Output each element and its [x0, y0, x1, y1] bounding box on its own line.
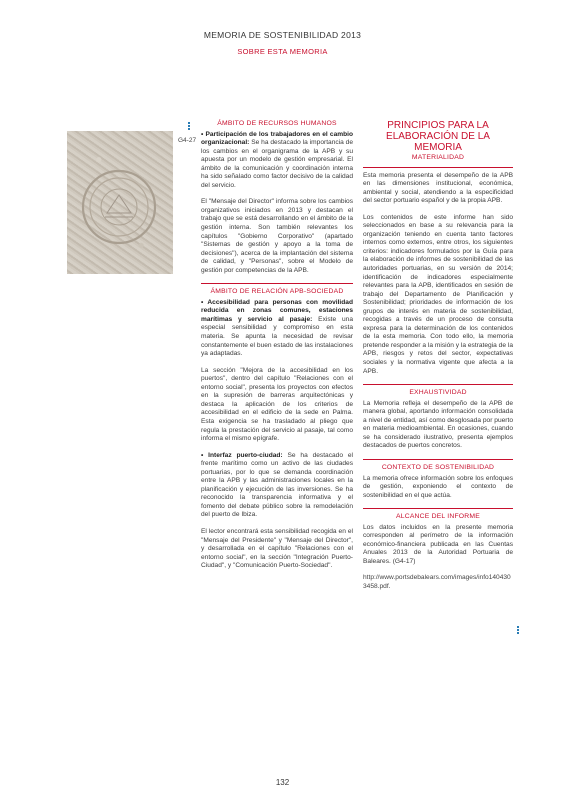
- paragraph: Esta memoria presenta el desempeño de la APB en las dimensiones institucional, económica, ambiental y social, atendiendo a la especificidad del sector portuario español y de la propia APB.: [363, 171, 513, 205]
- document-title: MEMORIA DE SOSTENIBILIDAD 2013: [203, 30, 362, 40]
- page-number: 132: [275, 778, 290, 787]
- gri-marker-icon: [517, 626, 522, 638]
- paragraph: El "Mensaje del Director" informa sobre los cambios organizativos iniciados en 2013 y destacan el trabajo que se está desarrollando en el ámbito de la gestión interna. Son también relevantes los capítulos "Gobierno Corporativo" (apartado "Sistemas de gestión y apoyo a la toma de decisiones"), acerca de la implantación del sistema de calidad, y "Personas", sobre el Modelo de gestión por competencias de la APB.: [201, 198, 353, 274]
- paragraph: [201, 131, 353, 191]
- subheading-materiality: MATERIALIDAD: [411, 154, 465, 161]
- paragraph: [201, 452, 353, 520]
- stone-seal-photo: [67, 131, 173, 274]
- divider: [363, 167, 513, 168]
- left-column: [201, 120, 353, 579]
- heading-apb-society: ÁMBITO DE RELACIÓN APB-SOCIEDAD: [210, 288, 344, 296]
- subheading-report-scope: ALCANCE DEL INFORME: [396, 513, 480, 521]
- subheading-exhaustiveness: EXHAUSTIVIDAD: [409, 389, 467, 397]
- bold-lead: • Interfaz puerto-ciudad:: [201, 451, 283, 459]
- principles-heading: PRINCIPIOS PARA LA ELABORACIÓN DE LA MEMORIA: [386, 120, 490, 153]
- divider: [363, 384, 513, 385]
- divider: [363, 459, 513, 460]
- right-column: [363, 120, 513, 600]
- paragraph: [201, 299, 353, 359]
- paragraph: Los contenidos de este informe han sido seleccionados en base a su relevancia para la organización teniendo en cuenta tanto factores internos como externos, entre otros, los siguientes criterios: indicadores formulados por la Guía para la elaboración de informes de sostenibilidad de las autoridades portuarias, en su versión de 2014; identificación de indicadores especialmente relevantes para la APB, identificados en sesión de trabajo del Departamento de Planificación y Sostenibilidad; prioridades de información de los grupos de interés en materia de sostenibilidad, recogidas a través de un proceso de consulta expresa para la determinación de los contenidos de la esta memoria. Con todo ello, la memoria pretende responder a la misión y la estrategia de la APB, riesgos y retos del sector, expectativas sociales y la normativa vigente que afecta a la APB.: [363, 213, 513, 375]
- bold-lead: • Accesibilidad para personas con movilidad reducida en zonas comunes, estaciones marítimas y servicio al pasaje:: [201, 298, 353, 323]
- paragraph: El lector encontrará esta sensibilidad recogida en el "Mensaje del Presidente" y "Mensaje del Director", y desarrollada en el capítulo "Relaciones con el entorno social", en la sección "Integración Puerto-Ciudad", y "Comunicación Puerto-Sociedad".: [201, 527, 353, 570]
- paragraph: La memoria ofrece información sobre los enfoques de gestión, exponiendo el contexto de sostenibilidad en el que actúa.: [363, 474, 513, 499]
- paragraph-text: Se ha destacado el frente marítimo como un activo de las ciudades portuarias, por lo que se demanda coordinación entre la APB y las administraciones locales en la planificación y ejecución de las inversiones. Se ha reconocido la transparencia informativa y el fomento del debate público sobre la remodelación del puerto de Ibiza.: [201, 451, 353, 519]
- report-link[interactable]: http://www.portsdebalears.com/images/info1404303458.pdf.: [363, 574, 511, 590]
- gri-marker-icon: [188, 122, 193, 134]
- paragraph-text: Se ha destacado la importancia de los cambios en el organigrama de la APB y su apuesta por un modelo de gestión empresarial. El ámbito de la comunicación y coordinación interna ha sido señalado como factor decisivo de la calidad del servicio.: [201, 139, 353, 189]
- divider: [201, 283, 353, 284]
- bold-lead: • Participación de los trabajadores en el cambio organizacional:: [201, 130, 353, 147]
- paragraph: La sección "Mejora de la accesibilidad en los puertos", dentro del capítulo "Relaciones con el entorno social", presenta los proyectos con efectos en la supresión de barreras arquitectónicas y destaca la aplicación de los criterios de accesibilidad en el edificio de la sede en Palma. Esta exigencia se ha trasladado al pliego que regula la prestación del servicio al pasaje, tal como informa el mismo epígrafe.: [201, 366, 353, 443]
- subheading-sustainability-context: CONTEXTO DE SOSTENIBILIDAD: [381, 463, 495, 471]
- paragraph: La Memoria refleja el desempeño de la APB de manera global, aportando información consolidada a nivel de entidad, así como desglosada por puerto en materia medioambiental. En ocasiones, cuando se ha considerado ilustrativo, presenta ejemplos destacados de puertos concretos.: [363, 399, 513, 450]
- gri-reference-tag: G4-27: [178, 137, 197, 144]
- heading-human-resources: ÁMBITO DE RECURSOS HUMANOS: [217, 120, 337, 127]
- paragraph-text: Existe una especial sensibilidad y compromiso en esta materia. Se apunta la necesidad de revisar constantemente el buen estado de las instalaciones ya adaptadas.: [201, 315, 353, 358]
- section-title: SOBRE ESTA MEMORIA: [237, 47, 328, 56]
- paragraph: Los datos incluidos en la presente memoria corresponden al perímetro de la información económico-financiera publicada en las Cuentas Anuales 2013 de la Autoridad Portuaria de Baleares. (G4-17): [363, 523, 513, 565]
- divider: [363, 508, 513, 509]
